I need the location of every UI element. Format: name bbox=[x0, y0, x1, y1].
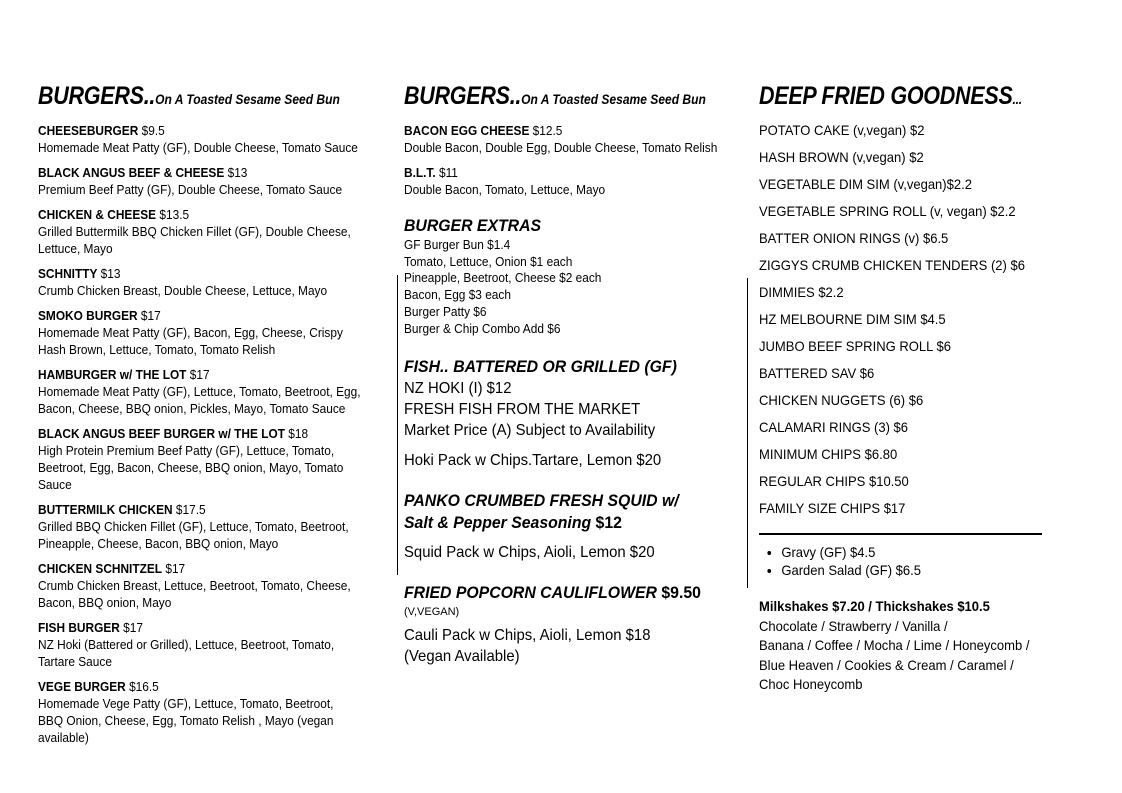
cauliflower-note: (V,VEGAN) bbox=[404, 606, 460, 619]
shakes-line: Chocolate / Strawberry / Vanilla / bbox=[759, 617, 948, 634]
squid-pack: Squid Pack w Chips, Aioli, Lemon $20 bbox=[404, 544, 655, 562]
fried-item: REGULAR CHIPS $10.50 bbox=[759, 473, 909, 489]
fried-item: VEGETABLE DIM SIM (v,vegan)$2.2 bbox=[759, 176, 972, 192]
fried-item: HASH BROWN (v,vegan) $2 bbox=[759, 149, 924, 165]
burgers-column-2 bbox=[404, 80, 734, 667]
shakes-block bbox=[759, 597, 1066, 695]
extras-item: Burger & Chip Combo Add $6 bbox=[404, 321, 561, 336]
shakes-line: Choc Honeycomb bbox=[759, 676, 863, 692]
section-header-burgers: BURGERS..On A Toasted Sesame Seed Bun bbox=[38, 82, 340, 110]
fried-item: BATTERED SAV $6 bbox=[759, 365, 875, 381]
menu-item: FISH BURGER $17 NZ Hoki (Battered or Grilled), Lettuce, Beetroot, Tomato, Tartare Sauce bbox=[38, 621, 335, 669]
divider-line bbox=[397, 275, 398, 575]
burger-extras-list bbox=[404, 237, 718, 337]
extras-item: Burger Patty $6 bbox=[404, 304, 487, 319]
menu-item: BACON EGG CHEESE $12.5 Double Bacon, Double Egg, Double Cheese, Tomato Relish bbox=[404, 124, 718, 155]
deep-fried-column bbox=[759, 80, 1089, 695]
hoki-pack: Hoki Pack w Chips.Tartare, Lemon $20 bbox=[404, 452, 662, 470]
fish-list bbox=[404, 378, 711, 441]
fried-item: FAMILY SIZE CHIPS $17 bbox=[759, 500, 906, 516]
fried-item: ZIGGYS CRUMB CHICKEN TENDERS (2) $6 bbox=[759, 257, 1025, 273]
extras-item: Tomato, Lettuce, Onion $1 each bbox=[404, 254, 573, 269]
extras-item: GF Burger Bun $1.4 bbox=[404, 238, 511, 252]
fried-item: JUMBO BEEF SPRING ROLL $6 bbox=[759, 338, 951, 354]
squid-title: PANKO CRUMBED FRESH SQUID w/ Salt & Pepper Seasoning $12 bbox=[404, 491, 679, 533]
cauliflower-title: FRIED POPCORN CAULIFLOWER $9.50 bbox=[404, 583, 701, 603]
burgers-column-1 bbox=[38, 80, 378, 747]
extras-item: Pineapple, Beetroot, Cheese $2 each bbox=[404, 271, 602, 286]
menu-item: CHICKEN & CHEESE $13.5 Grilled Buttermilk BBQ Chicken Fillet (GF), Double Cheese, Lettuce, Mayo bbox=[38, 208, 351, 256]
menu-item: BLACK ANGUS BEEF BURGER w/ THE LOT $18 High Protein Premium Beef Patty (GF), Lettuce, Tomato, Beetroot, Egg, Bacon, Cheese, BBQ onion, Mayo, Tomato Sauce bbox=[38, 427, 344, 492]
section-header-burgers: BURGERS..On A Toasted Sesame Seed Bun bbox=[404, 82, 706, 110]
deep-fried-list bbox=[759, 117, 1089, 522]
fried-item: VEGETABLE SPRING ROLL (v, vegan) $2.2 bbox=[759, 203, 1016, 219]
fried-item: HZ MELBOURNE DIM SIM $4.5 bbox=[759, 311, 946, 327]
extras-item: Bacon, Egg $3 each bbox=[404, 288, 511, 303]
fish-line: NZ HOKI (I) $12 bbox=[404, 380, 512, 398]
fried-item: CALAMARI RINGS (3) $6 bbox=[759, 419, 909, 435]
menu-item: BUTTERMILK CHICKEN $17.5 Grilled BBQ Chicken Fillet (GF), Lettuce, Tomato, Beetroot, Pineapple, Cheese, Bacon, BBQ onion, Mayo bbox=[38, 503, 349, 551]
menu-item: CHICKEN SCHNITZEL $17 Crumb Chicken Breast, Lettuce, Beetroot, Tomato, Cheese, Bacon, BBQ onion, Mayo bbox=[38, 562, 351, 610]
sides-list bbox=[759, 543, 1066, 579]
fried-item: CHICKEN NUGGETS (6) $6 bbox=[759, 392, 924, 408]
burger-extras-title: BURGER EXTRAS bbox=[404, 216, 542, 235]
section-header-deep-fried: DEEP FRIED GOODNESS... bbox=[759, 82, 1022, 110]
menu-item: B.L.T. $11 Double Bacon, Tomato, Lettuce, Mayo bbox=[404, 166, 606, 197]
menu-item: BLACK ANGUS BEEF & CHEESE $13 Premium Beef Patty (GF), Double Cheese, Tomato Sauce bbox=[38, 166, 343, 197]
shakes-line: Blue Heaven / Cookies & Cream / Caramel / bbox=[759, 656, 1014, 673]
menu-item: VEGE BURGER $16.5 Homemade Vege Patty (GF), Lettuce, Tomato, Beetroot, BBQ Onion, Cheese, Egg, Tomato Relish , Mayo (vegan available) bbox=[38, 680, 334, 745]
shakes-line: Banana / Coffee / Mocha / Lime / Honeycomb / bbox=[759, 637, 1030, 653]
side-item: • Gravy (GF) $4.5 bbox=[781, 543, 1066, 561]
fried-item: DIMMIES $2.2 bbox=[759, 284, 844, 300]
fish-line: Market Price (A) Subject to Availability bbox=[404, 422, 656, 440]
fried-item: MINIMUM CHIPS $6.80 bbox=[759, 446, 898, 462]
menu-item: SCHNITTY $13 Crumb Chicken Breast, Double Cheese, Lettuce, Mayo bbox=[38, 267, 328, 298]
horizontal-rule bbox=[759, 533, 1042, 535]
menu-item: HAMBURGER w/ THE LOT $17 Homemade Meat Patty (GF), Lettuce, Tomato, Beetroot, Egg, Bacon, Cheese, BBQ onion, Pickles, Mayo, Tomato Sauce bbox=[38, 368, 361, 416]
fish-title: FISH.. BATTERED OR GRILLED (GF) bbox=[404, 357, 677, 377]
side-item: • Garden Salad (GF) $6.5 bbox=[781, 561, 1066, 579]
menu-item: CHEESEBURGER $9.5 Homemade Meat Patty (GF), Double Cheese, Tomato Sauce bbox=[38, 124, 358, 155]
shakes-title: Milkshakes $7.20 / Thickshakes $10.5 bbox=[759, 598, 990, 614]
fish-line: FRESH FISH FROM THE MARKET bbox=[404, 401, 641, 419]
fried-item: POTATO CAKE (v,vegan) $2 bbox=[759, 122, 925, 138]
burger-list bbox=[38, 123, 378, 747]
fried-item: BATTER ONION RINGS (v) $6.5 bbox=[759, 230, 949, 246]
menu-item: SMOKO BURGER $17 Homemade Meat Patty (GF), Bacon, Egg, Cheese, Crispy Hash Brown, Lettuce, Tomato, Tomato Relish bbox=[38, 309, 343, 357]
divider-line bbox=[747, 278, 748, 588]
cauliflower-pack: Cauli Pack w Chips, Aioli, Lemon $18 (Vegan Available) bbox=[404, 627, 651, 666]
